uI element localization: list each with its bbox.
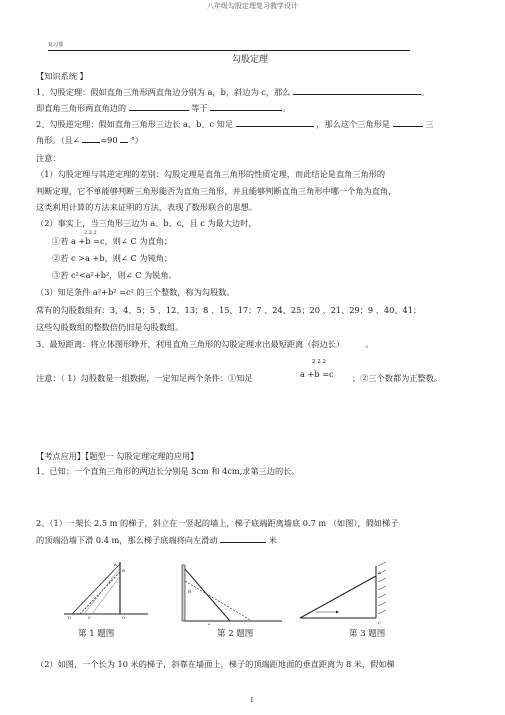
svg-text:O: O [122,615,126,620]
question-2-line-1: 2、（1）一架长 2.5 m 的梯子，斜立在一竖起的墙上，梯子底端距离墙底 0.7 m （如图），假如梯子 [36,518,399,528]
common-triples-line-2: 这些勾股数组的整数倍仍旧是勾股数组。 [36,322,184,332]
item-3-line: 3、最短距离：将立体图形睁开，利用直角三角形的勾股定理求出最短距离（斜边长） 。 [36,339,374,349]
blank-8 [220,542,266,543]
svg-text:B: B [122,568,125,573]
header-rule [48,50,410,51]
item-2-line-1: 2、勾股逆定理：假如直角三角形三边长 a、b、c 知足 ，那么这个三角形是 三 [36,119,434,129]
note-3-line: （3）知足条件 a²+b² =c² 的三个整数，称为勾股数。 [36,287,235,297]
blank-5 [393,126,423,127]
note-2-superscripts: 2 2 2 [84,230,97,236]
page-title: 勾股定理 [232,55,269,65]
page-number: 1 [250,697,254,704]
question-2-line-2: 的顶端沿墙下滑 0.4 m，那么梯子底端将向左滑动 米 [36,535,277,545]
note-2-formula-sup: 2 2 2 [312,359,326,365]
note-1-line-2: 判断定理，它不单能够判断三角形能否为直角三角形，并且能够判断直角三角形中哪一个角为直角， [36,186,397,196]
item-1-line-1: 1、勾股定理：假如直角三角形两直角边分别为 a，b，斜边为 c，那么 。 [36,87,430,97]
page-header: 八年级勾股定理复习教学设计 [207,2,298,10]
note-2-text-a: 注意：（ 1）勾股数是一组数据，一定知足两个条件：①知足 [36,373,253,383]
common-triples-line-1: 常有的勾股数组有：3、4、5；5 、12、13；8 、15、17；7 、24、25；20 、21、29；9 、40、41； [36,305,422,315]
figure-3-caption: 第 3 题图 [349,629,386,639]
item-1-line-2: 即直角三角形两直角边的 等于 。 [36,103,291,113]
svg-text:C: C [88,615,92,620]
knowledge-heading: 【知识系统 】 [36,71,88,81]
question-1: 1、已知：一个直角三角形的两边长分别是 3cm 和 4cm,求第三边的长。 [36,466,300,476]
note-2-item-3: ③若 c²<a²+b²，则∠ C 为锐角。 [52,270,177,280]
figure-1 [62,558,152,620]
figure-2-caption: 第 2 题图 [217,629,254,639]
note-1-line-3: 这类利用计算的方法来证明的方法，表现了数形联合的思想。 [36,202,258,212]
svg-text:8: 8 [188,589,192,595]
blank-2 [129,110,189,111]
note-2-item-1: ①若 a +b =c，则∠ C 为直角； [52,236,173,246]
svg-text:6: 6 [208,622,211,625]
svg-text:C: C [378,620,382,624]
note-2-item-2: ②若 c >a +b，则∠ C 为钝角； [52,253,173,263]
note-1-line-1: （1）勾股定理与其逆定理的差别：勾股定理是直角三角形的性质定理，而此结论是直角三角形的 [36,169,386,179]
svg-text:A: A [378,570,381,575]
figure-3 [296,562,396,624]
blank-3 [210,110,282,111]
note-2-formula: a +b =c [300,369,334,379]
figure-1-caption: 第 1 题图 [78,629,115,639]
blank-6 [82,142,100,143]
blank-1 [293,94,421,95]
note-2-line-1: （2）事实上，当三角形三边为 a、b、c，且 c 为最大边时， [36,218,257,228]
question-2b-line: （2）如图，一个长为 10 米的梯子，斜靠在墙面上，梯子的顶端距地面的垂直距离为 8 米，假如梯 [36,659,395,669]
blank-7 [120,142,128,143]
figure-2 [180,563,285,625]
svg-text:D: D [68,615,72,620]
item-2-line-2: 角形。（且∠ =90 °） [36,135,144,145]
section-label: 复习课 [48,42,64,48]
note-2-text-b: ；②三个数都为正整数。 [352,373,443,383]
note-label: 注意： [36,153,61,163]
blank-4 [236,126,314,127]
svg-text:A: A [114,562,117,567]
apply-heading: 【考点应用】【题型一 勾股定理定理的应用】 [36,451,199,461]
